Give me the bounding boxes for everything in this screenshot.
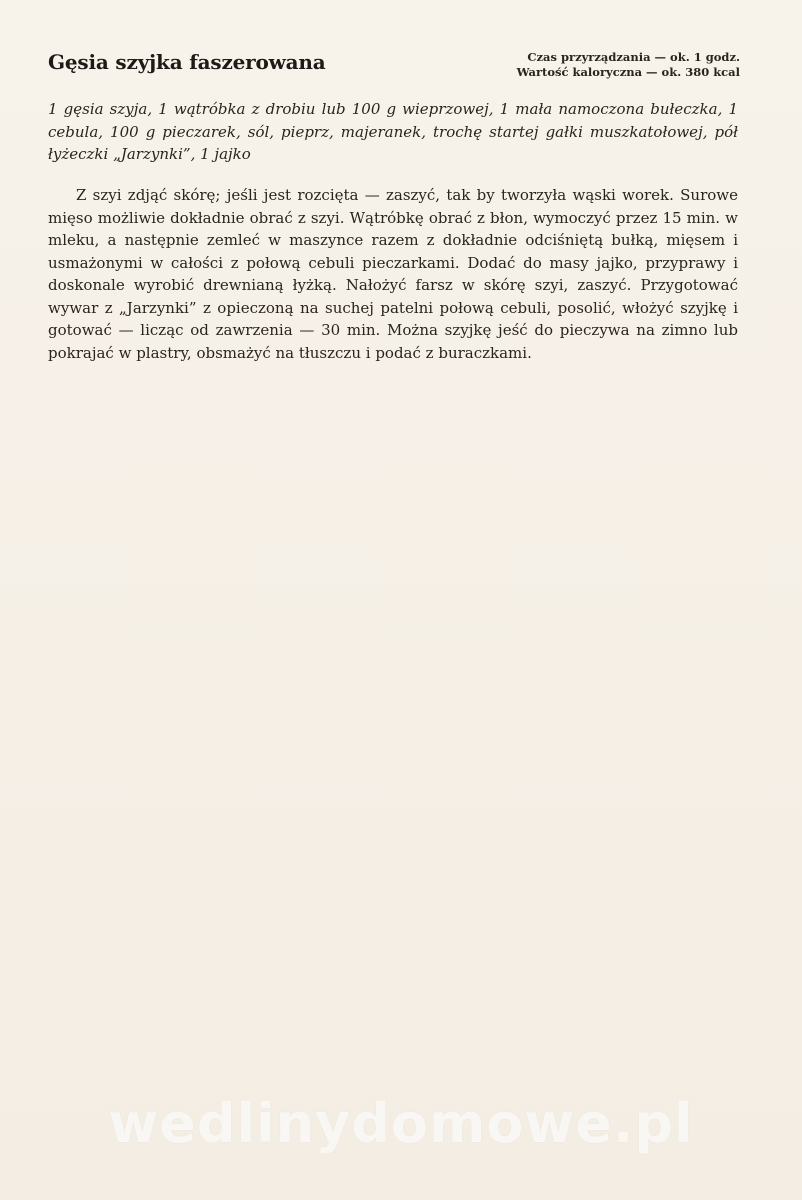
calorie-value: Wartość kaloryczna — ok. 380 kcal — [516, 65, 740, 79]
recipe-title: Gęsia szyjka faszerowana — [48, 50, 326, 74]
recipe-header — [48, 46, 740, 86]
prep-time: Czas przyrządzania — ok. 1 godz. — [527, 50, 740, 64]
preparation-method: Z szyi zdjąć skórę; jeśli jest rozcięta — zaszyć, tak by tworzyła wąski worek. Surowe mięso możliwie dokładnie obrać z szyi. Wątróbkę obrać z błon, wymoczyć przez 15 min. w mleku, a następnie zemleć w maszynce razem z dokładnie odciśniętą bułką, mięsem i usmażonymi w całości z połową cebuli pieczarkami. Dodać do masy jajko, przyprawy i doskonale wyrobić drewnianą łyżką. Nałożyć farsz w skórę szyi, zaszyć. Przygotować wywar z „Jarzynki” z opieczoną na suchej patelni połową cebuli, posolić, włożyć szyjkę i gotować — licząc od zawrzenia — 30 min. Można szyjkę jeść do pieczywa na zimno lub pokrajać w plastry, obsmażyć na tłuszczu i podać z buraczkami. — [48, 186, 738, 362]
ingredients-list: 1 gęsia szyja, 1 wątróbka z drobiu lub 100 g wieprzowej, 1 mała namoczona bułeczka, 1 cebula, 100 g pieczarek, sól, pieprz, majeranek, trochę startej gałki muszkatołowej, pół łyżeczki „Jarzynki”, 1 jajko — [48, 100, 738, 163]
recipe-meta — [517, 50, 740, 80]
site-watermark: wedlinydomowe.pl — [108, 1092, 694, 1155]
